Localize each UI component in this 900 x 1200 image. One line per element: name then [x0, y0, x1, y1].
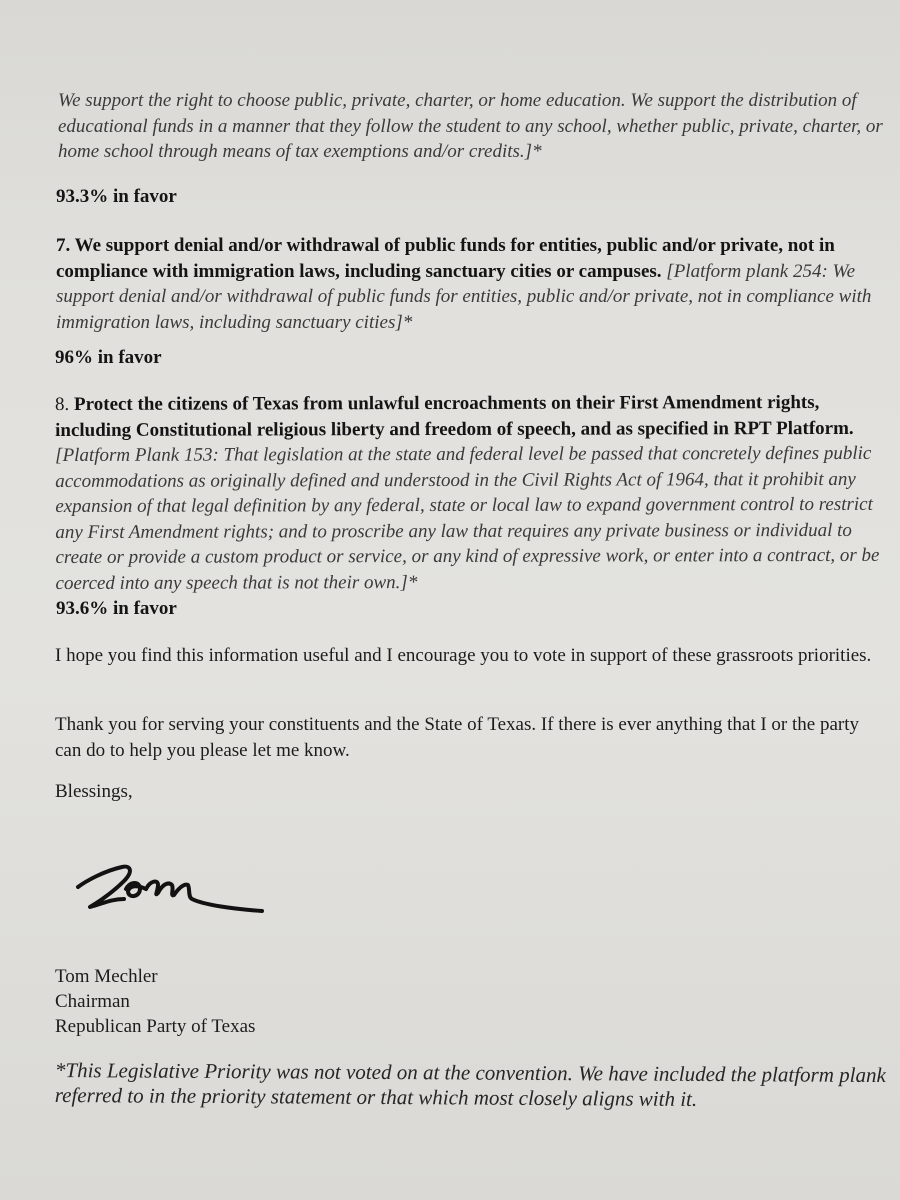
priority-8-plank: [Platform Plank 153: That legislation at the state and federal level be passed that concretely defines public accommodations as originally defined and understood in the Civil Rights Act of 1964, that it prohibit any expansion of that legal definition by any federal, state or local law to expand government control to restrict any First Amendment rights; and to proscribe any law that requires any private business or individual to create or provide a custom product or service, or any kind of expressive work, or enter into a contract, or be coerced into any speech that is not their own.]* — [55, 442, 880, 594]
thanks-paragraph: Thank you for serving your constituents and the State of Texas. If there is ever anything that I or the party can do to help you please let me know. — [55, 714, 860, 761]
signer-name: Tom Mechler — [55, 966, 158, 987]
priority-8-number: 8. — [55, 393, 70, 415]
closing-salutation: Blessings, — [55, 781, 133, 802]
handwritten-signature — [74, 855, 274, 925]
footnote: *This Legislative Priority was not voted on at the convention. We have included the platform plank referred to in the priority statement or that which most closely aligns with it. — [54, 1058, 886, 1111]
priority-8-paragraph — [55, 390, 892, 596]
school-choice-paragraph: We support the right to choose public, private, charter, or home education. We support the distribution of educational funds in a manner that they follow the student to any school, whether public, private, charter, or home school through means of tax exemptions and/or credits.]* — [58, 90, 883, 162]
priority-7-plank: [Platform plank 254: We support denial and/or withdrawal of public funds for entities, public and/or private, not in compliance with immigration laws, including sanctuary cities]* — [56, 260, 872, 333]
result-96-percent: 96% in favor — [55, 347, 162, 368]
hope-paragraph: I hope you find this information useful and I encourage you to vote in support of these grassroots priorities. — [55, 645, 872, 666]
priority-8-statement: Protect the citizens of Texas from unlawful encroachments on their First Amendment rights, including Constitutional religious liberty and freedom of speech, and as specified in RPT Platform. — [55, 391, 854, 441]
result-93-3-percent: 93.3% in favor — [56, 186, 177, 207]
signer-title: Chairman — [55, 991, 130, 1012]
result-93-6-percent: 93.6% in favor — [56, 598, 177, 619]
priority-7-statement: 7. We support denial and/or withdrawal of public funds for entities, public and/or private, not in compliance with immigration laws, including sanctuary cities or campuses. — [56, 235, 835, 282]
signer-organization: Republican Party of Texas — [55, 1016, 256, 1037]
priority-7-paragraph — [56, 233, 884, 335]
signature-icon — [74, 855, 274, 925]
